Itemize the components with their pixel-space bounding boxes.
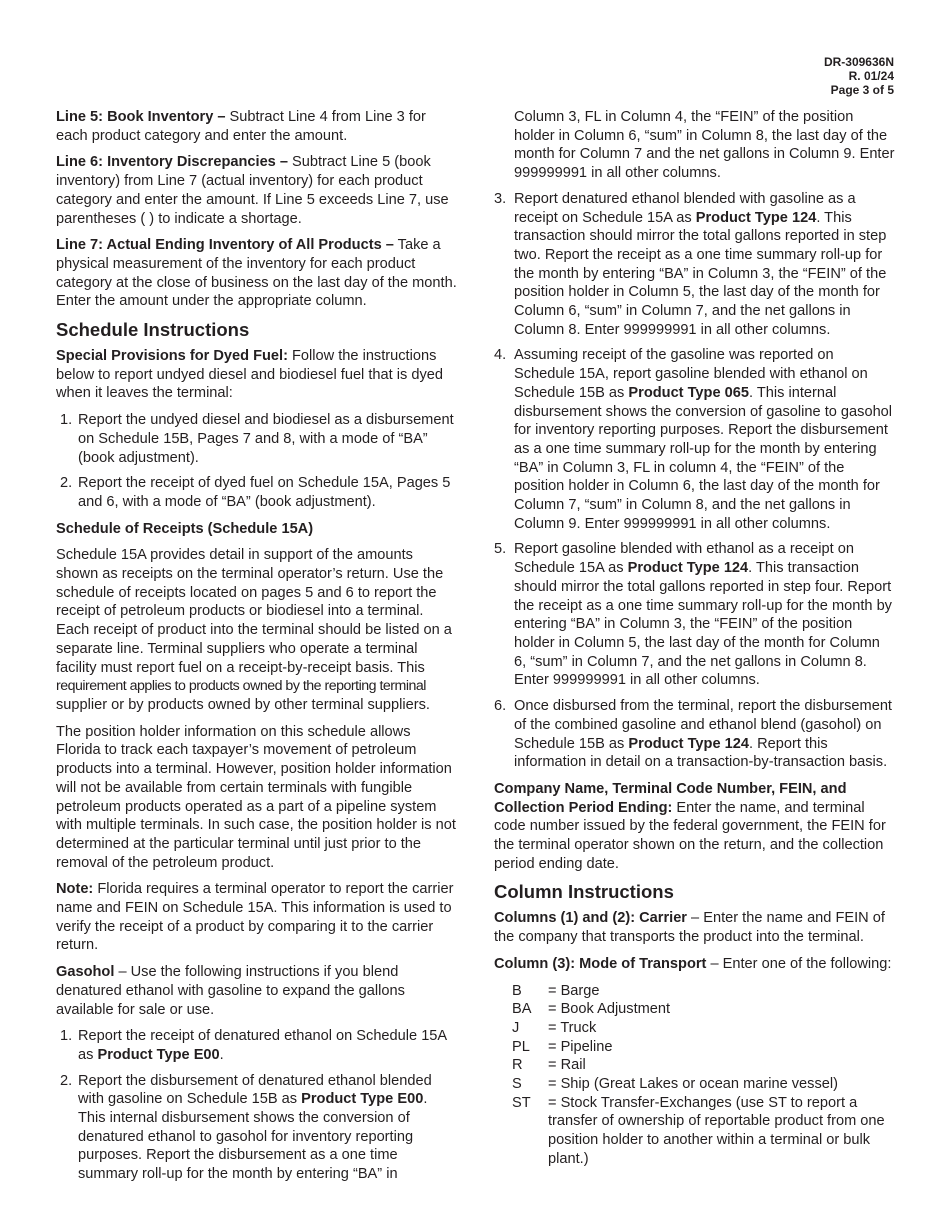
- page-number: Page 3 of 5: [830, 83, 894, 97]
- receipts-paragraph: Schedule 15A provides detail in support of the amounts shown as receipts on the terminal operator’s return. Use the schedule of receipts located on pages 5 and 6 to report the receipt of petroleum products or biodiesel into a terminal. Each receipt of product into the terminal should be listed on a separate line. Terminal suppliers who operate a terminal facility must report fuel on a receipt-by-receipt basis. This requirement applies to products owned by the reporting terminal supplier or by products owned by other terminal suppliers.: [56, 547, 452, 713]
- special-provisions-paragraph: Special Provisions for Dyed Fuel: Follow the instructions below to report undyed diesel and biodiesel fuel that is dyed when it leaves the terminal:: [56, 348, 443, 402]
- company-name-paragraph: Company Name, Terminal Code Number, FEIN, and Collection Period Ending: Enter the name, and terminal code number issued by the federal government, the FEIN for the terminal operator shown on the return, and the collection period ending date.: [494, 780, 886, 872]
- list-item: 5. Report gasoline blended with ethanol as a receipt on Schedule 15A as Product Type 124. This transaction should mirror the total gallons reported in step four. Report the receipt as a one time summary roll-up for the month by entering “BA” in Column 3, the “FEIN” of the position holder in Column 5, the last day of the month for Column 6, “sum” in Column 7, and the net gallons in Column 8. Enter 999999991 in all other columns.: [494, 541, 892, 689]
- list-item: 6. Once disbursed from the terminal, report the disbursement of the combined gasoline and ethanol blend (gasohol) on Schedule 15B as Product Type 124. Report this information in detail on a transaction-by-transaction basis.: [494, 698, 892, 771]
- column-instructions-heading: Column Instructions: [494, 881, 674, 903]
- line7-paragraph: Line 7: Actual Ending Inventory of All Products – Take a physical measurement of the inventory for each product category at the close of business on the last day of the month. Enter the amount under the appropriate column.: [56, 237, 457, 310]
- list-item: B = Barge: [512, 982, 600, 999]
- position-holder-paragraph: The position holder information on this schedule allows Florida to track each taxpayer’s movement of petroleum products into a terminal. However, position holder information will not be available from certain terminals with fungible petroleum products operated as a part of a pipeline system with multiple terminals. In such case, the position holder is not determined at the particular terminal until just prior to the removal of the petroleum product.: [56, 723, 456, 871]
- list-item: PL = Pipeline: [512, 1038, 613, 1055]
- step2-continuation: Column 3, FL in Column 4, the “FEIN” of the position holder in Column 6, “sum” in Column 8, the last day of the month for Column 7 and the net gallons in Column 9. Enter 999999991 in all other columns.: [514, 109, 895, 182]
- list-item: 4. Assuming receipt of the gasoline was reported on Schedule 15A, report gasoline blended with ethanol on Schedule 15B as Product Type 065. This internal disbursement shows the conversion of gasoline to gasohol for inventory reporting purposes. Report the disbursement as a one time summary roll-up for the month by entering “BA” in Column 3, FL in column 4, the “FEIN” of the position holder in Column 6, the last day of the month for Column 7, “sum” in Column 8, and the net gallons in Column 9. Enter 999999991 in all other columns.: [494, 347, 893, 532]
- form-number: DR-309636N: [823, 55, 894, 69]
- gasohol-paragraph: Gasohol – Use the following instructions if you blend denatured ethanol with gasoline to expand the gallons available for sale or use.: [56, 964, 405, 1018]
- list-item: ST = Stock Transfer-Exchanges (use ST to report a transfer of ownership of reportable product from one position holder to another within a terminal or bulk plant.): [512, 1094, 885, 1167]
- list-item: 3. Report denatured ethanol blended with gasoline as a receipt on Schedule 15A as Product Type 124. This transaction should mirror the total gallons reported in step two. Report the receipt as a one time summary roll-up for the month by entering “BA” in Column 3, the “FEIN” of the position holder in Column 5, the last day of the month for Column 6, “sum” in Column 7, and the net gallons in Column 8. Enter 999999991 in all other columns.: [494, 190, 887, 338]
- list-item: 2. Report the disbursement of denatured ethanol blended with gasoline on Schedule 15B as Product Type E00. This internal disbursement shows the conversion of denatured ethanol to gasohol for inventory reporting purposes. Report the disbursement as a one time summary roll-up for the month by entering “BA” in: [60, 1072, 432, 1183]
- revision-date: R. 01/24: [848, 69, 894, 83]
- dyed-fuel-steps: [56, 411, 458, 512]
- list-item: S = Ship (Great Lakes or ocean marine vessel): [512, 1076, 838, 1093]
- form-header: [824, 55, 894, 97]
- list-item: R = Rail: [512, 1057, 586, 1074]
- line5-paragraph: Line 5: Book Inventory – Subtract Line 4 from Line 3 for each product category and enter the amount.: [56, 109, 426, 144]
- schedule-instructions-heading: Schedule Instructions: [56, 319, 250, 341]
- list-item: J = Truck: [512, 1019, 597, 1036]
- note-paragraph: Note: Florida requires a terminal operator to report the carrier name and FEIN on Schedule 15A. This information is used to verify the receipt of a product by comparing it to the carrier return.: [56, 881, 454, 954]
- mode-of-transport-paragraph: Column (3): Mode of Transport – Enter one of the following:: [494, 955, 892, 972]
- carrier-paragraph: Columns (1) and (2): Carrier – Enter the name and FEIN of the company that transports the product into the terminal.: [494, 910, 885, 946]
- line6-paragraph: Line 6: Inventory Discrepancies – Subtract Line 5 (book inventory) from Line 7 (actual inventory) for each product category and enter the amount. If Line 5 exceeds Line 7, use parentheses ( ) to indicate a shortage.: [56, 154, 449, 227]
- mode-codes-list: [512, 982, 896, 1169]
- list-item: 1. Report the undyed diesel and biodiesel as a disbursement on Schedule 15B, Pages 7 and 8, with a mode of “BA” (book adjustment).: [60, 412, 454, 466]
- schedule-of-receipts-heading: Schedule of Receipts (Schedule 15A): [56, 520, 314, 537]
- gasohol-steps-left: [56, 1027, 458, 1184]
- gasohol-steps-right: [494, 190, 896, 772]
- left-column: [56, 108, 458, 1192]
- right-column: [494, 108, 896, 1169]
- list-item: 2. Report the receipt of dyed fuel on Schedule 15A, Pages 5 and 6, with a mode of “BA” (book adjustment).: [60, 475, 451, 510]
- list-item: BA = Book Adjustment: [512, 1001, 671, 1018]
- list-item: 1. Report the receipt of denatured ethanol on Schedule 15A as Product Type E00.: [60, 1028, 447, 1063]
